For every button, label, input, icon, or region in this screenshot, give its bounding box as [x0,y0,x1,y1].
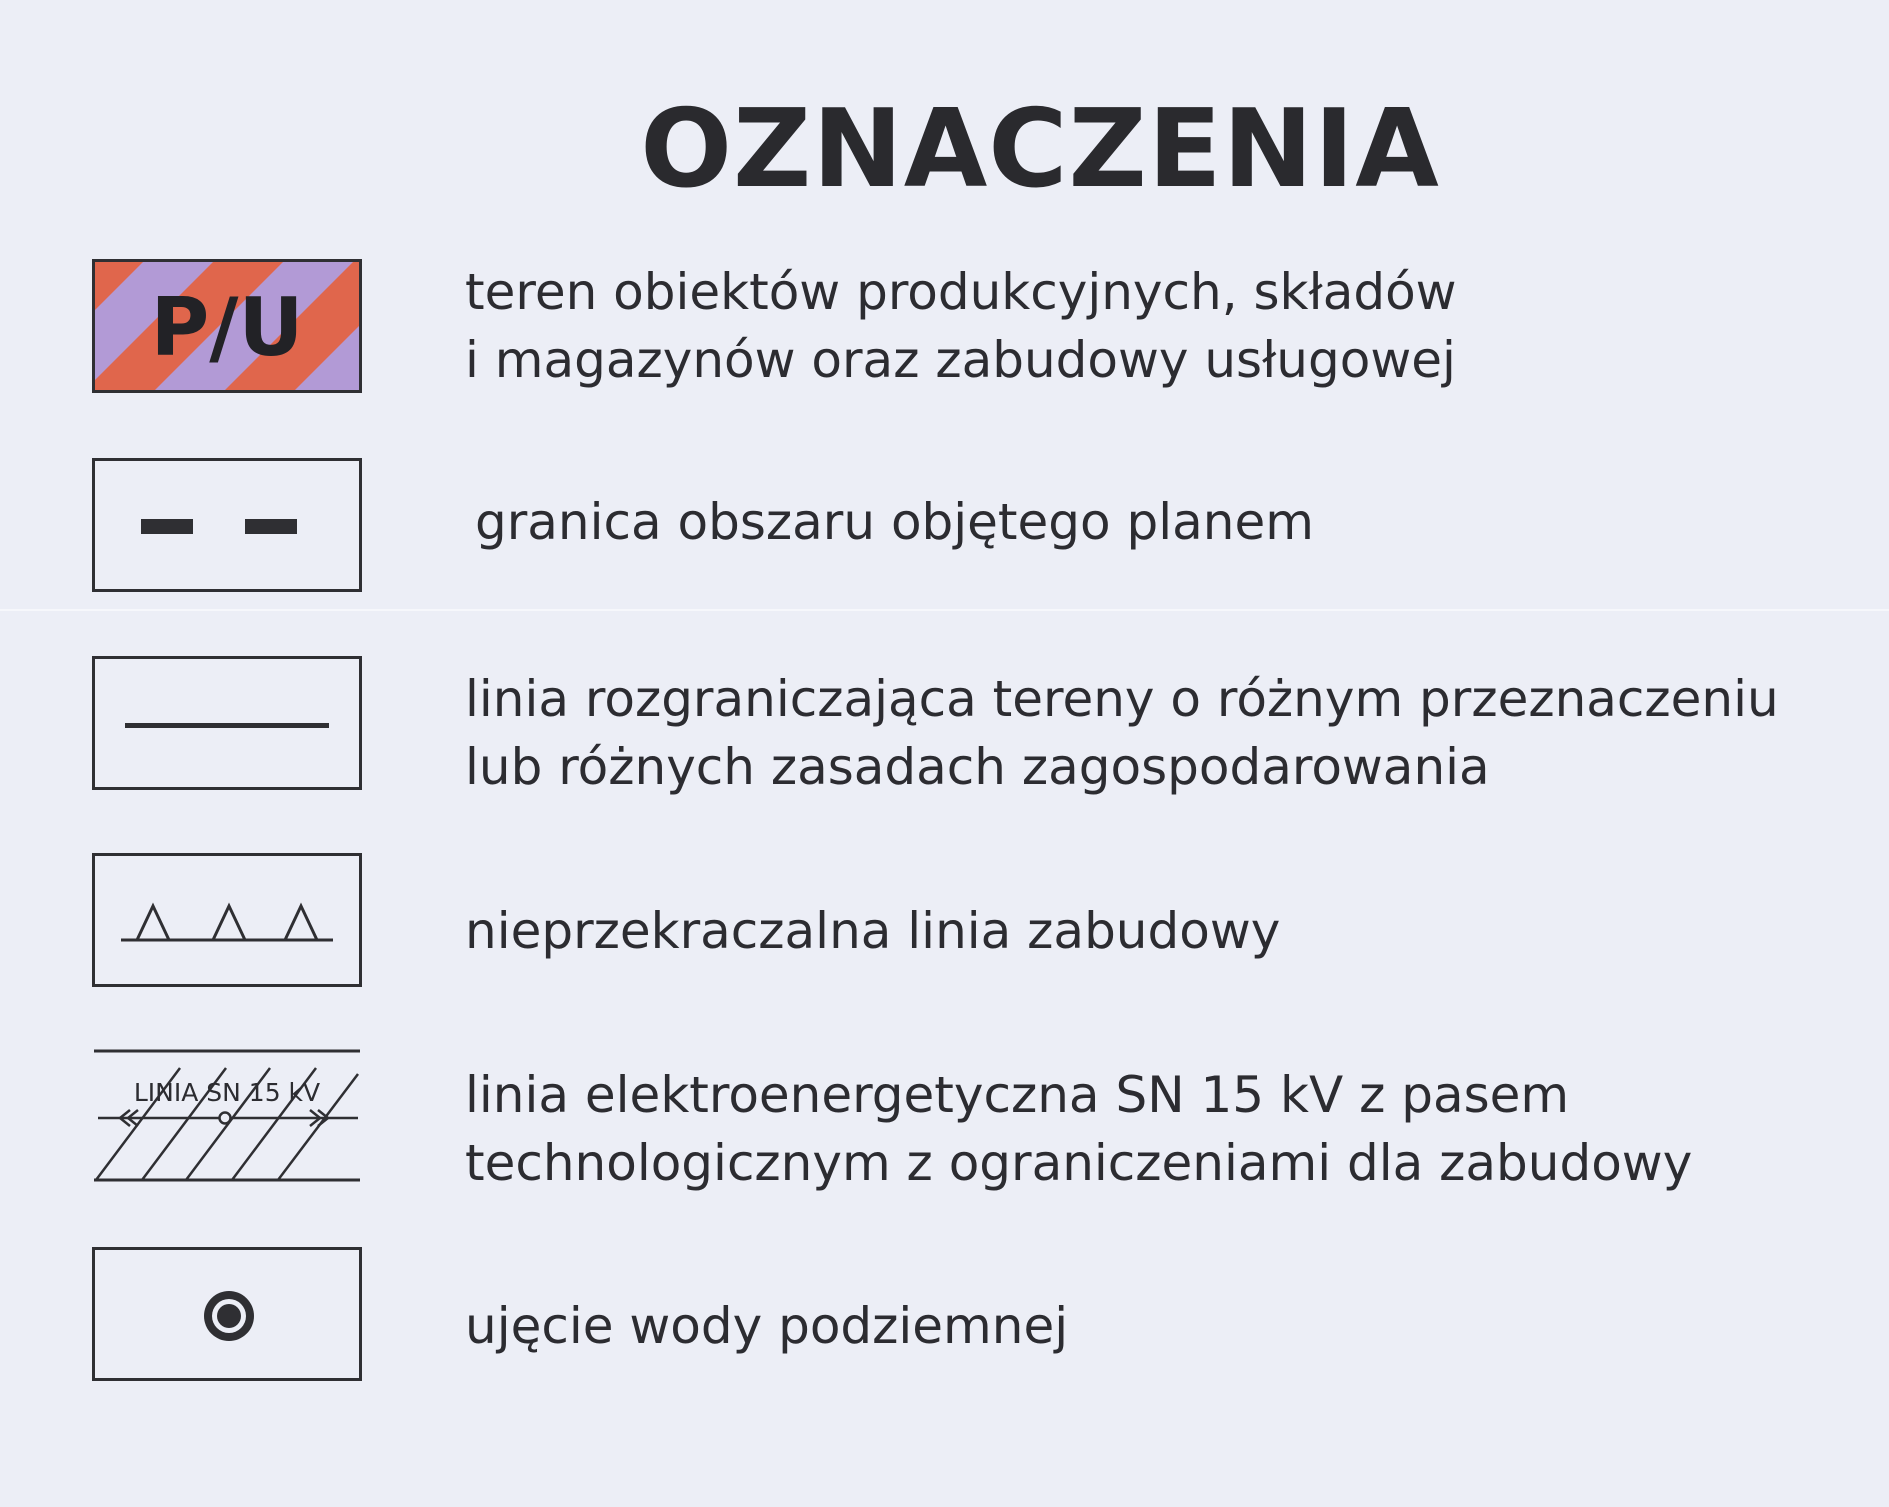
dashed-boundary-icon [92,458,362,592]
legend-item-text-line: technologicznym z ograniczeniami dla zabudowy [465,1134,1693,1192]
legend-item-text-line: i magazynów oraz zabudowy usługowej [465,331,1456,389]
pu-zone-code: P/U [150,281,304,374]
legend-item-well-description [465,1292,1068,1360]
pu-zone-hatched-icon [92,259,362,393]
well-icon [92,1247,362,1381]
legend-item-boundary-description [475,488,1314,556]
legend-item-text-line: linia elektroenergetyczna SN 15 kV z pasem [465,1066,1570,1124]
legend-item-text-line: ujęcie wody podziemnej [465,1297,1069,1355]
power-line-icon [92,1048,362,1182]
legend-item-text-line: linia rozgraniczająca tereny o różnym przeznaczeniu [465,670,1779,728]
legend-item-dividing-line-description [465,665,1779,801]
power-line-label: LINIA SN 15 kV [133,1078,321,1107]
legend-item-text-line: teren obiektów produkcyjnych, składów [465,263,1457,321]
legend-item-text-line: lub różnych zasadach zagospodarowania [465,738,1490,796]
triangle-building-line-icon [92,853,362,987]
solid-line-icon [92,656,362,790]
legend-item-pu-description [465,258,1457,394]
legend-item-power-line-description [465,1061,1692,1197]
legend-item-building-line-description [465,897,1280,965]
legend-title: OZNACZENIA [640,87,1440,212]
legend-item-text-line: granica obszaru objętego planem [475,493,1314,551]
legend-item-text-line: nieprzekraczalna linia zabudowy [465,902,1281,960]
paper-fold-line [0,609,1889,611]
